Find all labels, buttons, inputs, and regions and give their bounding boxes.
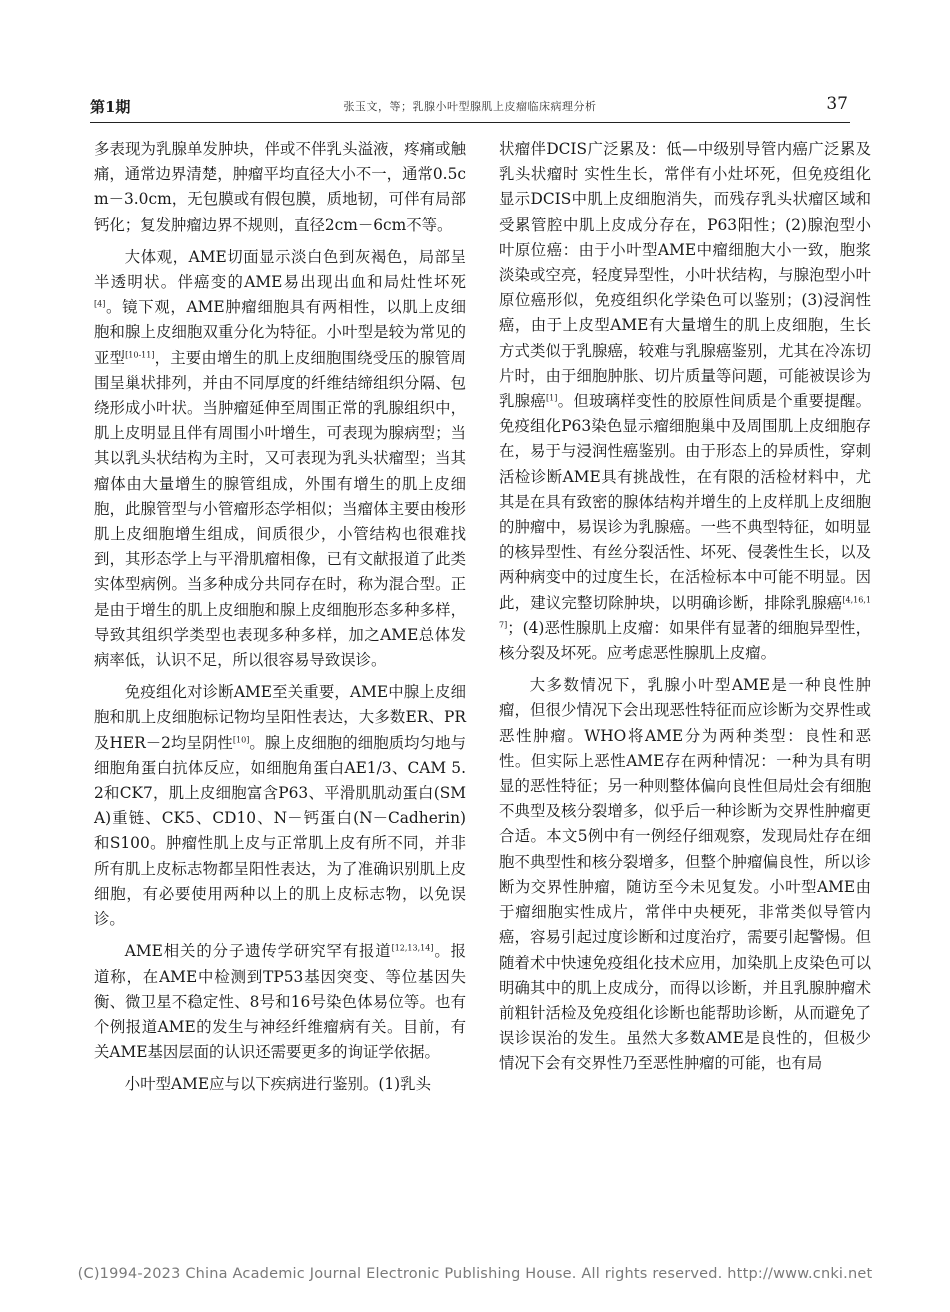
paragraph: AME相关的分子遗传学研究罕有报道[12,13,14]。报道称，在AME中检测到TP53基因突变、等位基因失衡、微卫星不稳定性、8号和16号染色体易位等。也有个例报道AME的发生与神经纤维瘤病有关。目前，有关AME基因层面的认识还需要更多的询证学依据。 (94, 942, 466, 1062)
citation: [1] (546, 393, 558, 403)
citation: [10] (232, 735, 250, 745)
issue-label: 第1期 (90, 98, 131, 116)
paragraph: 状瘤伴DCIS广泛累及：低—中级别导管内癌广泛累及乳头状瘤时 实性生长，常伴有小灶坏死，但免疫组化显示DCIS中肌上皮细胞消失，而残存乳头状瘤区域和受累管腔中肌上皮成分存在，P63阳性；(2)腺泡型小叶原位癌：由于小叶型AME中瘤细胞大小一致，胞浆淡染或空亮，轻度异型性，小叶状结构，与腺泡型小叶原位癌形似，免疫组织化学染色可以鉴别；(3)浸润性癌，由于上皮型AME有大量增生的肌上皮细胞，生长方式类似于乳腺癌，较难与乳腺癌鉴别，尤其在冷冻切片时，由于细胞肿胀、切片质量等问题，可能被误诊为乳腺癌[1]。但玻璃样变性的胶原性间质是个重要提醒。免疫组化P63染色显示瘤细胞巢中及周围肌上皮细胞存在，易于与浸润性癌鉴别。由于形态上的异质性，穿刺活检诊断AME具有挑战性，在有限的活检材料中，尤其是在具有致密的腺体结构并增生的上皮样肌上皮细胞的肿瘤中，易误诊为乳腺癌。一些不典型特征，如明显的核异型性、有丝分裂活性、坏死、侵袭性生长，以及两种病变中的过度生长，在活检标本中可能不明显。因此，建议完整切除肿块，以明确诊断，排除乳腺癌[4,16,17]；(4)恶性腺肌上皮瘤：如果伴有显著的细胞异型性，核分裂及坏死。应考虑恶性腺肌上皮瘤。 (499, 140, 871, 663)
right-column (499, 137, 871, 1077)
running-header (90, 94, 850, 123)
copyright-footer: (C)1994-2023 China Academic Journal Electronic Publishing House. All rights reserved. http://www.cnki.net (77, 1266, 873, 1282)
citation: [4] (94, 299, 106, 309)
paragraph: 免疫组化对诊断AME至关重要，AME中腺上皮细胞和肌上皮细胞标记物均呈阳性表达，大多数ER、PR及HER－2均呈阴性[10]。腺上皮细胞的细胞质均匀地与细胞角蛋白抗体反应，如细胞角蛋白AE1/3、CAM 5.2和CK7，肌上皮细胞富含P63、平滑肌肌动蛋白(SMA)重链、CK5、CD10、N－钙蛋白(N－Cadherin)和S100。肿瘤性肌上皮与正常肌上皮有所不同，并非所有肌上皮标志物都呈阳性表达，为了准确识别肌上皮细胞，有必要使用两种以上的肌上皮标志物，以免误诊。 (94, 683, 466, 929)
running-title: 张玉文，等；乳腺小叶型腺肌上皮瘤临床病理分析 (343, 100, 597, 113)
page-number: 37 (826, 94, 848, 114)
left-column (94, 137, 466, 1098)
paragraph: 大体观，AME切面显示淡白色到灰褐色，局部呈半透明状。伴癌变的AME易出现出血和局灶性坏死[4]。镜下观，AME肿瘤细胞具有两相性，以肌上皮细胞和腺上皮细胞双重分化为特征。小叶型是较为常见的亚型[10-11]，主要由增生的肌上皮细胞围绕受压的腺管周围呈巢状排列，并由不同厚度的纤维结缔组织分隔、包绕形成小叶状。当肿瘤延伸至周围正常的乳腺组织中，肌上皮明显且伴有周围小叶增生，可表现为腺病型；当其以乳头状结构为主时，又可表现为乳头状瘤型；当其瘤体由大量增生的腺管组成，外围有增生的肌上皮细胞，此腺管型与小管瘤形态学相似；当瘤体主要由梭形肌上皮细胞增生组成，间质很少，小管结构也很难找到，其形态学上与平滑肌瘤相像，已有文献报道了此类实体型病例。当多种成分共同存在时，称为混合型。正是由于增生的肌上皮细胞和腺上皮细胞形态多种多样，导致其组织学类型也表现多种多样，加之AME总体发病率低，认识不足，所以很容易导致误诊。 (94, 247, 466, 670)
paragraph: 大多数情况下，乳腺小叶型AME是一种良性肿瘤，但很少情况下会出现恶性特征而应诊断为交界性或恶性肿瘤。WHO将AME分为两种类型：良性和恶性。但实际上恶性AME存在两种情况：一种为具有明显的恶性特征；另一种则整体偏向良性但局灶会有细胞不典型及核分裂增多，似乎后一种诊断为交界性肿瘤更合适。本文5例中有一例经仔细观察，发现局灶存在细胞不典型性和核分裂增多，但整个肿瘤偏良性，所以诊断为交界性肿瘤，随访至今未见复发。小叶型AME由于瘤细胞实性成片，常伴中央梗死，非常类似导管内癌，容易引起过度诊断和过度治疗，需要引起警惕。但随着术中快速免疫组化技术应用，加染肌上皮染色可以明确其中的肌上皮成分，而得以诊断，并且乳腺肿瘤术前粗针活检及免疫组化诊断也能帮助诊断，从而避免了误诊误治的发生。虽然大多数AME是良性的，但极少情况下会有交界性乃至恶性肿瘤的可能，也有局 (499, 676, 871, 1073)
paragraph: 小叶型AME应与以下疾病进行鉴别。(1)乳头 (124, 1075, 431, 1094)
paragraph: 多表现为乳腺单发肿块，伴或不伴乳头溢液，疼痛或触痛，通常边界清楚，肿瘤平均直径大小不一，通常0.5cm－3.0cm，无包膜或有假包膜，质地韧，可伴有局部钙化；复发肿瘤边界不规则，直径2cm－6cm不等。 (94, 140, 466, 234)
citation: [4,16,17] (499, 595, 871, 630)
citation: [12,13,14] (391, 943, 434, 953)
citation: [10-11] (125, 350, 155, 360)
